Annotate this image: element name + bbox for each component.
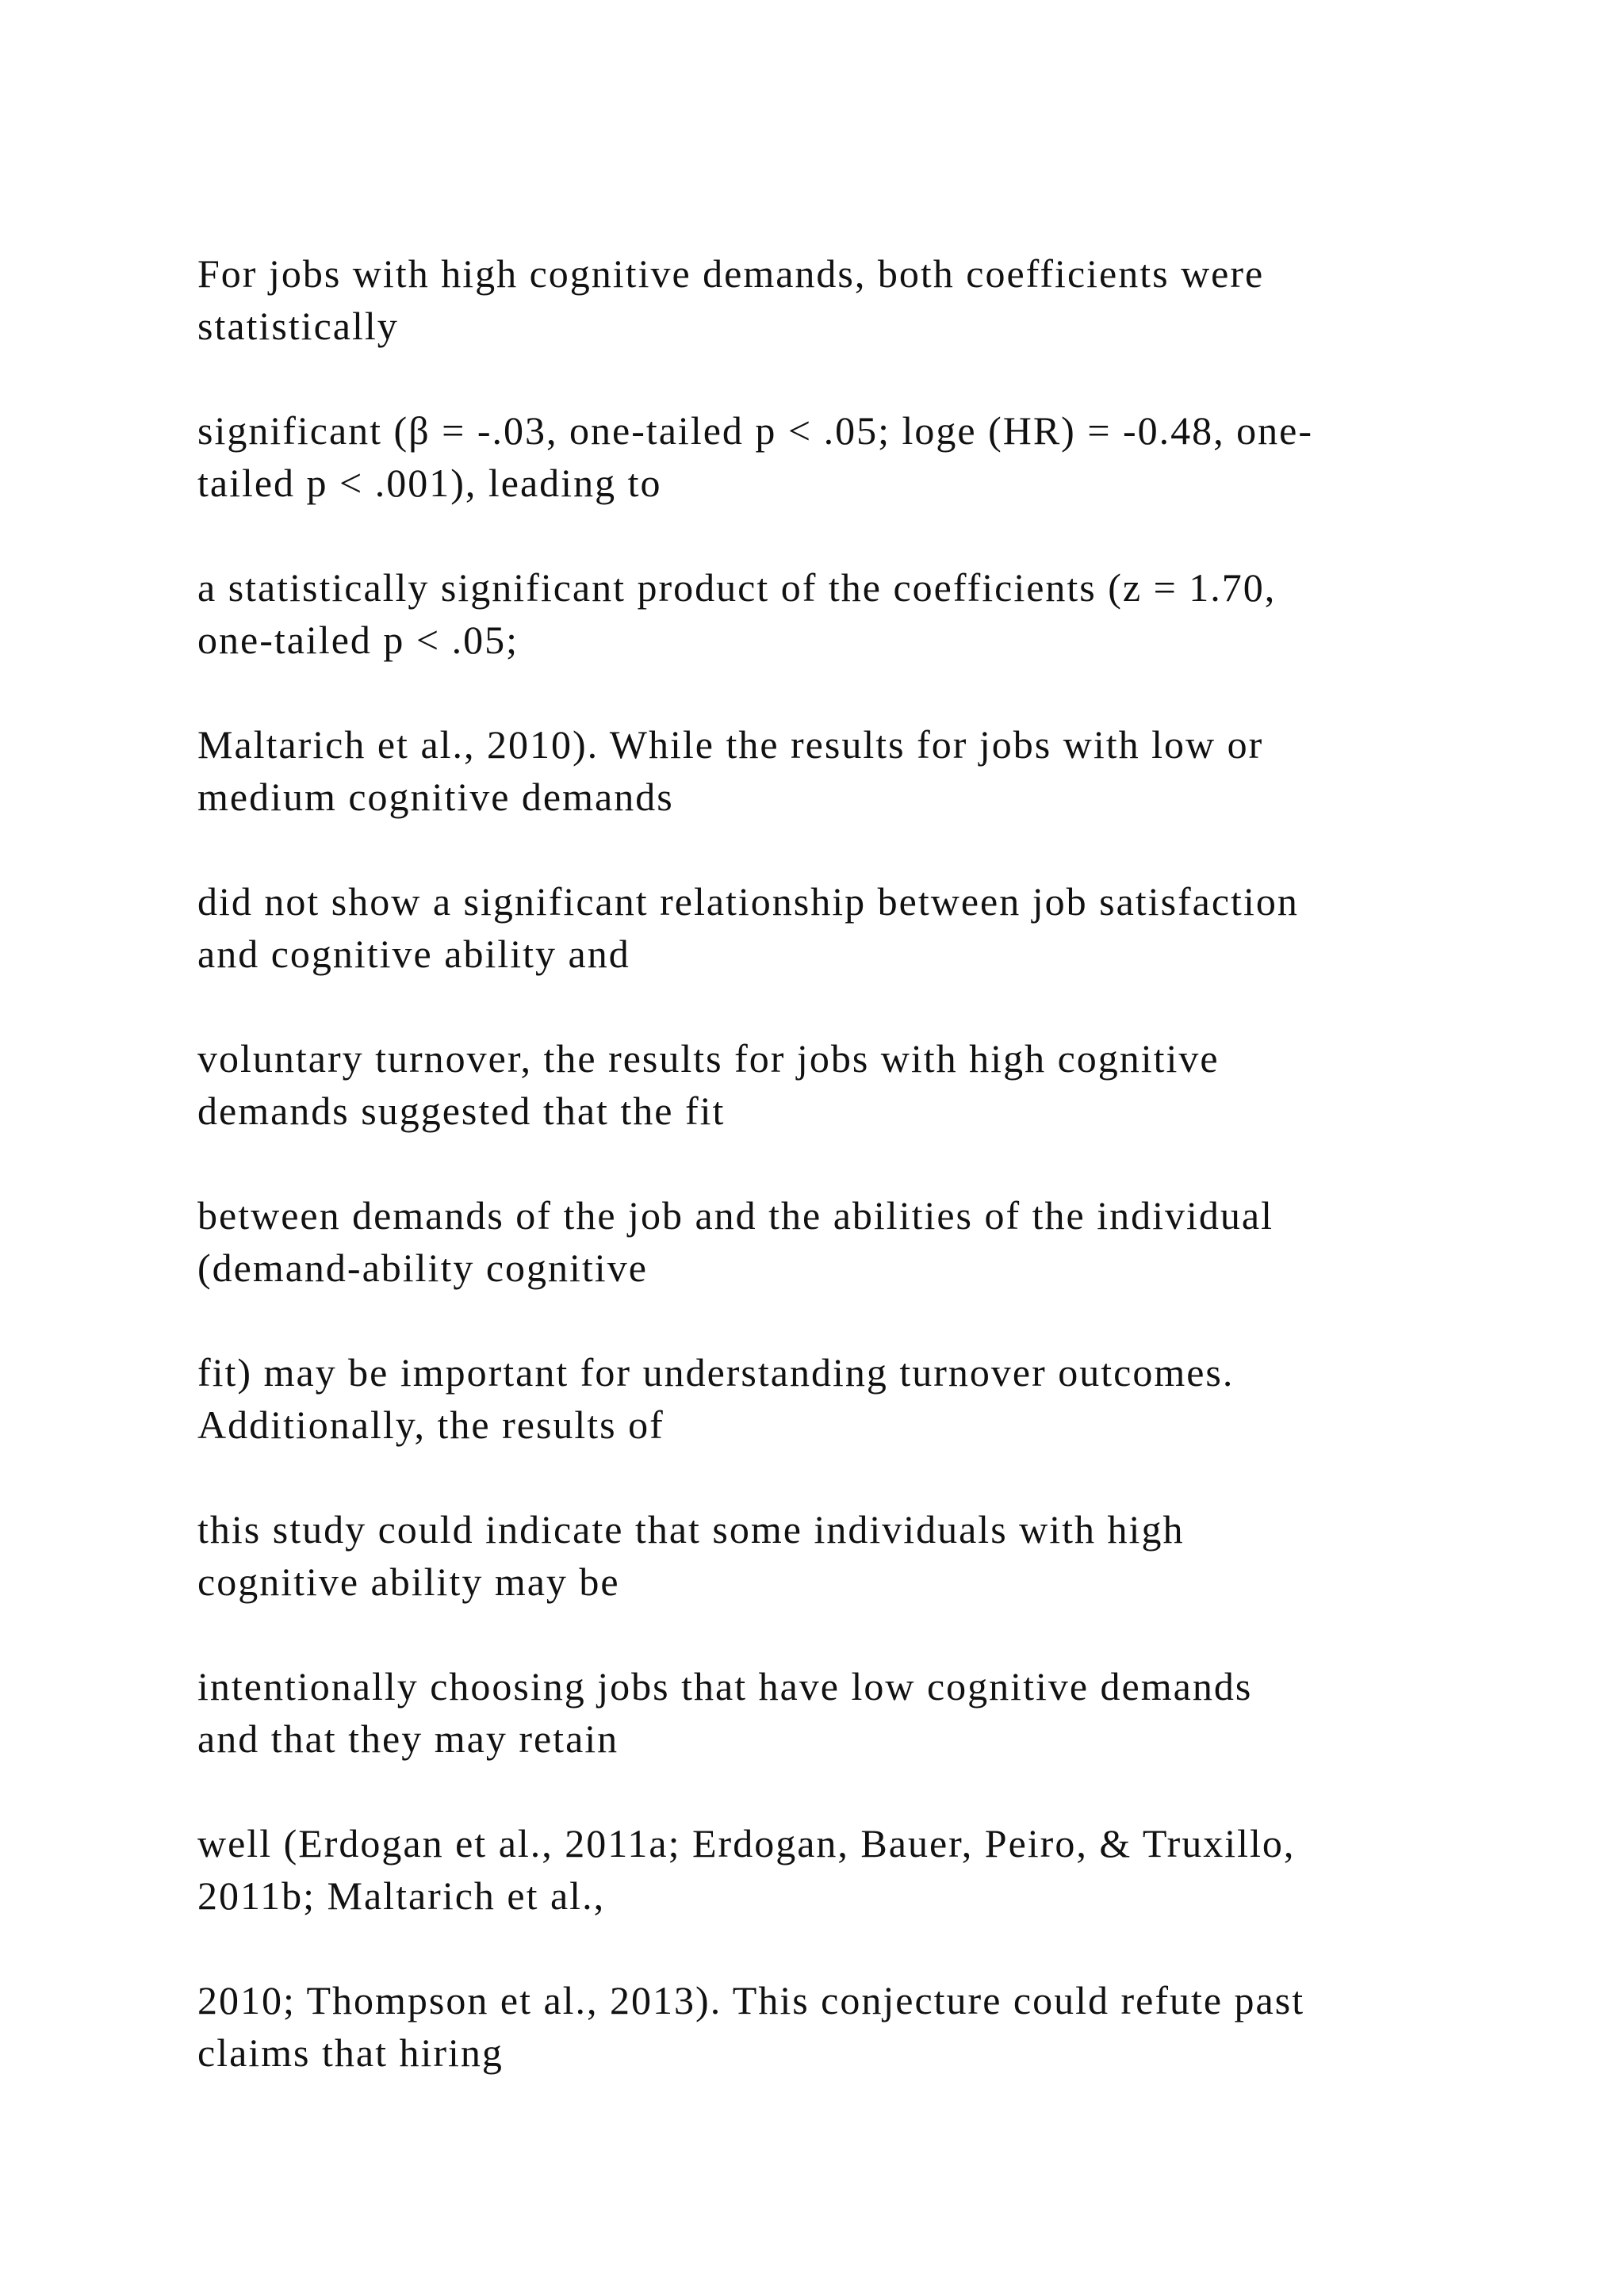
text-line: 2011b; Maltarich et al., [197, 1873, 606, 1918]
text-line: one-tailed p < .05; [197, 618, 519, 662]
text-line: significant (β = -.03, one-tailed p < .05; loge (HR) = -0.48, one- [197, 408, 1314, 453]
text-line: voluntary turnover, the results for jobs with high cognitive [197, 1036, 1220, 1081]
text-line: this study could indicate that some individuals with high [197, 1507, 1185, 1552]
text-line: 2010; Thompson et al., 2013). This conjecture could refute past [197, 1978, 1305, 2022]
text-line: tailed p < .001), leading to [197, 461, 662, 505]
text-line: cognitive ability may be [197, 1559, 620, 1604]
text-line: Additionally, the results of [197, 1402, 665, 1447]
paragraph [197, 404, 1482, 509]
text-line: statistically [197, 304, 399, 348]
text-line: and cognitive ability and [197, 932, 630, 976]
paragraph [197, 247, 1482, 352]
paragraph [197, 1503, 1482, 1608]
paragraph [197, 875, 1482, 980]
text-line: medium cognitive demands [197, 775, 674, 819]
text-line: intentionally choosing jobs that have low cognitive demands [197, 1664, 1253, 1709]
text-line: demands suggested that the fit [197, 1089, 726, 1133]
paragraph [197, 1032, 1482, 1137]
paragraph [197, 1974, 1482, 2079]
text-line: Maltarich et al., 2010). While the results for jobs with low or [197, 722, 1264, 767]
text-line: well (Erdogan et al., 2011a; Erdogan, Bauer, Peiro, & Truxillo, [197, 1821, 1296, 1866]
text-line: did not show a significant relationship between job satisfaction [197, 879, 1299, 924]
paragraph [197, 1346, 1482, 1451]
text-line: fit) may be important for understanding turnover outcomes. [197, 1350, 1235, 1395]
text-line: a statistically significant product of the coefficients (z = 1.70, [197, 565, 1277, 610]
paragraph [197, 718, 1482, 823]
paragraph [197, 1660, 1482, 1765]
text-line: claims that hiring [197, 2030, 504, 2075]
text-line: and that they may retain [197, 1716, 619, 1761]
paragraph [197, 1817, 1482, 1922]
text-line: between demands of the job and the abilities of the individual [197, 1193, 1274, 1238]
body-text [197, 247, 1482, 2131]
paragraph [197, 1189, 1482, 1294]
paragraph [197, 561, 1482, 666]
text-line: For jobs with high cognitive demands, both coefficients were [197, 251, 1265, 296]
text-line: (demand-ability cognitive [197, 1246, 648, 1290]
